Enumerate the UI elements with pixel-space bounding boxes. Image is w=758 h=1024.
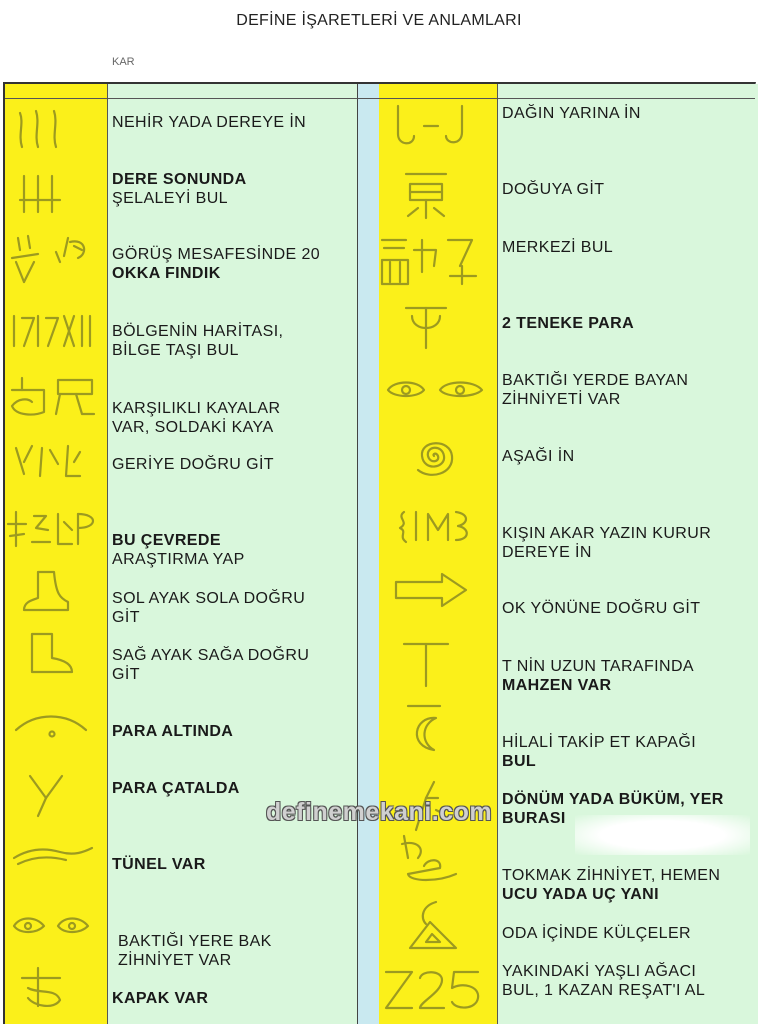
tin-glyph-icon	[402, 302, 452, 357]
meaning-left-8: SOL AYAK SOLA DOĞRU GİT	[112, 590, 306, 626]
meaning-right-5: BAKTIĞI YERDE BAYAN ZİHNİYETİ VAR	[502, 372, 689, 408]
fork-icon	[26, 770, 76, 825]
meaning-right-4: 2 TENEKE PARA	[502, 315, 635, 332]
back-glyph-icon	[10, 442, 90, 487]
t-shape-icon	[398, 636, 458, 697]
wavy-lines-icon	[14, 105, 74, 160]
crescent-icon	[400, 700, 460, 765]
partial-header-text: KAR	[112, 56, 135, 68]
meaning-left-1: NEHİR YADA DEREYE İN	[112, 114, 307, 131]
seasonal-stream-icon	[394, 506, 474, 551]
erased-area	[330, 62, 650, 82]
search-glyph-icon	[6, 508, 100, 557]
page-title: DEFİNE İŞARETLERİ VE ANLAMLARI	[236, 12, 522, 29]
arc-dot-icon	[12, 708, 92, 747]
meaning-right-3: MERKEZİ BUL	[502, 239, 614, 256]
meaning-left-14: KAPAK VAR	[112, 990, 209, 1007]
meaning-left-7: BU ÇEVREDE ARAŞTIRMA YAP	[112, 532, 245, 568]
tunnel-wave-icon	[10, 840, 96, 875]
meaning-right-6: AŞAĞI İN	[502, 448, 575, 465]
meaning-left-3: GÖRÜŞ MESAFESİNDE 20 OKKA FINDIK	[112, 246, 321, 282]
three-bars-icon	[16, 170, 66, 225]
erased-area-2	[575, 815, 750, 855]
meaning-right-12: TOKMAK ZİHNİYET, HEMEN UCU YADA UÇ YANI	[502, 867, 721, 903]
meaning-left-12: TÜNEL VAR	[112, 856, 206, 873]
meaning-left-11: PARA ÇATALDA	[112, 780, 240, 797]
lady-eyes-icon	[384, 374, 488, 413]
meaning-left-6: GERİYE DOĞRU GİT	[112, 456, 274, 473]
meaning-right-11: DÖNÜM YADA BÜKÜM, YER BURASI	[502, 791, 724, 827]
paired-rocks-icon	[6, 372, 100, 425]
meaning-left-4: BÖLGENİN HARİTASI, BİLGE TAŞI BUL	[112, 323, 284, 359]
arrow-right-icon	[392, 572, 476, 613]
meaning-right-8: OK YÖNÜNE DOĞRU GİT	[502, 600, 701, 617]
lid-glyph-icon	[16, 964, 76, 1017]
meaning-right-14: YAKINDAKİ YAŞLI AĞACI BUL, 1 KAZAN REŞAT'I AL	[502, 963, 706, 999]
meaning-right-2: DOĞUYA GİT	[502, 181, 605, 198]
east-glyph-icon	[396, 168, 456, 229]
left-foot-icon	[18, 568, 78, 621]
table-top-rule	[5, 98, 755, 99]
meaning-left-10: PARA ALTINDA	[112, 723, 234, 740]
meaning-right-10: HİLALİ TAKİP ET KAPAĞI BUL	[502, 734, 697, 770]
center-glyph-icon	[378, 232, 488, 297]
glyph-cluster-icon	[8, 232, 98, 297]
mountain-half-icon	[384, 100, 484, 161]
spiral-icon	[408, 428, 460, 489]
column-separator	[357, 84, 381, 1024]
meaning-left-5: KARŞILIKLI KAYALAR VAR, SOLDAKİ KAYA	[112, 400, 281, 436]
z25-icon	[382, 966, 486, 1019]
meaning-left-13: BAKTIĞI YERE BAK ZİHNİYET VAR	[118, 933, 272, 969]
mallet-icon	[398, 830, 468, 891]
rune-cluster-icon	[8, 312, 98, 357]
watermark: definemekani.com	[266, 798, 493, 826]
meaning-right-1: DAĞIN YARINA İN	[502, 105, 641, 122]
meaning-left-9: SAĞ AYAK SAĞA DOĞRU GİT	[112, 647, 310, 683]
room-triangle-icon	[404, 898, 464, 959]
meaning-right-13: ODA İÇİNDE KÜLÇELER	[502, 925, 691, 942]
right-foot-icon	[18, 630, 78, 683]
meaning-right-7: KIŞIN AKAR YAZIN KURUR DEREYE İN	[502, 525, 712, 561]
two-eyes-icon	[8, 908, 98, 949]
meaning-right-9: T NİN UZUN TARAFINDA MAHZEN VAR	[502, 658, 695, 694]
meaning-left-2: DERE SONUNDA ŞELALEYİ BUL	[112, 171, 247, 207]
